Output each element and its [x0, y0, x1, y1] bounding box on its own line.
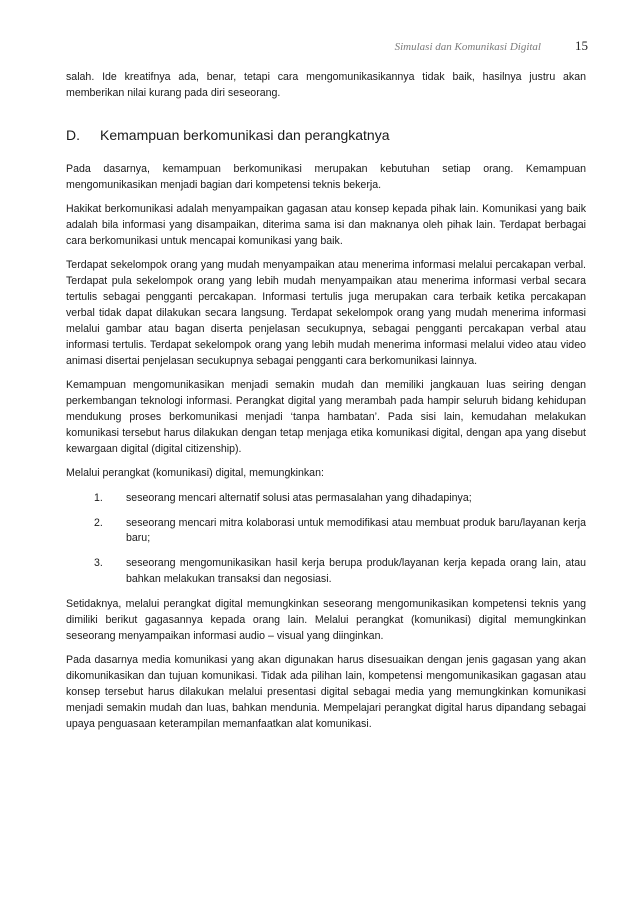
paragraph: Melalui perangkat (komunikasi) digital, memungkinkan:: [66, 467, 324, 480]
list-text: seseorang mengomunikasikan hasil kerja berupa produk/layanan kerja kepada orang lain, atau bahkan melakukan transaksi dan negosiasi.: [126, 557, 586, 586]
page-body: [66, 70, 586, 741]
running-title: Simulasi dan Komunikasi Digital: [394, 41, 541, 53]
section-letter: D.: [66, 126, 80, 143]
page-number: 15: [575, 38, 588, 53]
paragraph: Setidaknya, melalui perangkat digital memungkinkan seseorang mengomunikasikan kompetensi teknis yang dimiliki berikut gagasannya kepada orang lain. Melalui perangkat (komunikasi) digital memungkinkan seseorang menyampaikan informasi audio – visual yang diinginkan.: [66, 598, 586, 642]
paragraph: Kemampuan mengomunikasikan menjadi semakin mudah dan memiliki jangkauan luas seiring dengan perkembangan teknologi informasi. Perangkat digital yang merambah pada hampir seluruh bidang kehidupan mendukung proses berkomunikasi menjadi ‘tanpa hambatan’. Pada sisi lain, kemudahan melakukan komunikasi tersebut harus dilakukan dengan tetap menjaga etika komunikasi digital, dengan apa yang disebut kewargaan digital (digital citizenship).: [66, 379, 586, 455]
paragraph: Hakikat berkomunikasi adalah menyampaikan gagasan atau konsep kepada pihak lain. Komunikasi yang baik adalah bila informasi yang disampaikan, diterima sama isi dan maknanya oleh pihak lain. Terdapat berbagai cara berkomunikasi untuk mencapai komunikasi yang baik.: [66, 203, 586, 247]
paragraph: Pada dasarnya media komunikasi yang akan digunakan harus disesuaikan dengan jenis gagasan yang akan dikomunikasikan dan tujuan komunikasi. Tidak ada pilihan lain, kompetensi mengomunikasikan gagasan atau konsep tersebut harus dilakukan melalui presentasi digital sebagai media yang memungkinkan komunikasi menjadi semakin mudah dan luas, bahkan mendunia. Mempelajari perangkat digital harus dipandang sebagai upaya penguasaan keterampilan memanfaatkan alat komunikasi.: [66, 654, 586, 730]
list-item: [66, 556, 586, 588]
list-number: 3.: [94, 557, 103, 570]
running-header: [395, 38, 588, 54]
list-item: [66, 516, 586, 548]
list-text: seseorang mencari mitra kolaborasi untuk memodifikasi atau membuat produk baru/layanan kerja baru;: [126, 516, 586, 545]
list-number: 2.: [94, 516, 103, 529]
section-heading: [66, 126, 586, 144]
list-number: 1.: [94, 491, 103, 504]
numbered-list: [66, 491, 586, 589]
paragraph: Pada dasarnya, kemampuan berkomunikasi merupakan kebutuhan setiap orang. Kemampuan mengomunikasikan menjadi bagian dari kompetensi teknis bekerja.: [66, 162, 586, 191]
list-item: [66, 491, 586, 507]
paragraph: Terdapat sekelompok orang yang mudah menyampaikan atau menerima informasi melalui percakapan verbal. Terdapat pula sekelompok orang yang lebih mudah menyampaikan atau menerima informasi verbal secara tertulis sebagai pengganti percakapan. Informasi tertulis juga merupakan cara terbaik ketika percakapan verbal tidak dapat dilakukan secara langsung. Terdapat sekelompok orang yang mudah menerima informasi melalui gambar atau bagan diserta penjelasan secukupnya, sebagai pengganti percakapan verbal atau informasi tertulis. Terdapat sekelompok orang yang lebih mudah menerima informasi melalui video atau video animasi disertai penjelasan secukupnya sebagai pengganti cara berkomunikasi lainnya.: [66, 259, 586, 367]
section-title: Kemampuan berkomunikasi dan perangkatnya: [100, 126, 390, 143]
list-text: seseorang mencari alternatif solusi atas permasalahan yang dihadapinya;: [126, 491, 472, 504]
paragraph: salah. Ide kreatifnya ada, benar, tetapi cara mengomunikasikannya tidak baik, hasilnya justru akan memberikan nilai kurang pada diri seseorang.: [66, 71, 586, 99]
